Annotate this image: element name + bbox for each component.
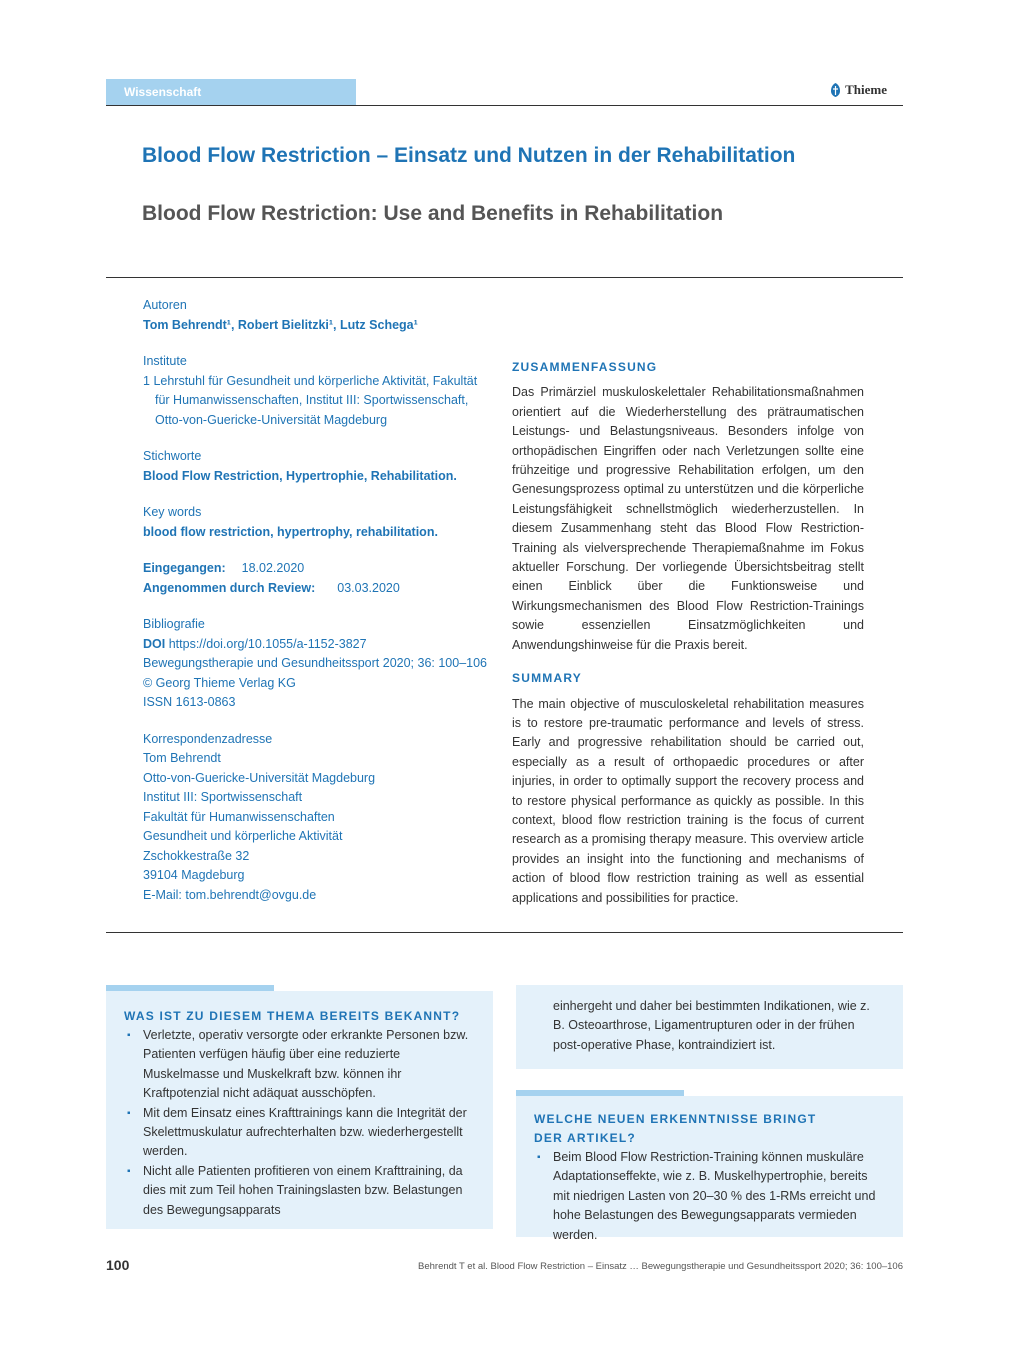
received-date: 18.02.2020 xyxy=(241,561,305,575)
keywords-de-block xyxy=(143,447,498,486)
accepted-row xyxy=(143,579,498,599)
footer-citation: Behrendt T et al. Blood Flow Restriction – Einsatz … Bewegungstherapie und Gesundheitssport 2020; 36: 100–106 xyxy=(418,1261,903,1272)
known-box-list xyxy=(124,1026,471,1220)
institute-line-2: für Humanwissenschaften, Institut III: Sportwissenschaft, xyxy=(155,393,469,407)
new-box-list xyxy=(534,1148,881,1245)
summary-text: The main objective of musculoskeletal rehabilitation measures is to restore pre-traumatic performance and levels of stress. Early and progressive rehabilitation should be carried out, especially as a result of orthopaedic procedures or after injuries, in order to optimally support the recovery process and to restore physical performance as quickly as possible. In this context, blood flow restriction training is the focus of current research as a promising therapy measure. This overview article provides an insight into the functioning and mechanisms of action of blood flow restriction training as well as essential applications and possibilities for practice. xyxy=(512,696,864,905)
summary-heading: SUMMARY xyxy=(512,671,582,686)
publisher-name: Thieme xyxy=(845,82,887,97)
institutes-label: Institute xyxy=(143,354,187,368)
corr-line: 39104 Magdeburg xyxy=(143,868,245,882)
accepted-date: 03.03.2020 xyxy=(337,580,400,595)
correspondence-block xyxy=(143,730,498,906)
corr-line: Otto-von-Guericke-Universität Magdeburg xyxy=(143,770,376,785)
institute-text-1: Lehrstuhl für Gesundheit und körperliche Aktivität, Fakultät xyxy=(153,373,478,388)
corr-line: Zschokkestraße 32 xyxy=(143,848,250,863)
copyright: © Georg Thieme Verlag KG xyxy=(143,675,296,690)
authors-block xyxy=(143,296,498,335)
corr-line: Tom Behrendt xyxy=(143,751,221,765)
authors-list: Tom Behrendt¹, Robert Bielitzki¹, Lutz Schega¹ xyxy=(143,317,418,332)
page-number: 100 xyxy=(106,1257,130,1273)
keywords-en-label: Key words xyxy=(143,505,202,519)
doi-label: DOI xyxy=(143,636,166,651)
received-row xyxy=(143,559,498,579)
article-metadata xyxy=(143,296,498,922)
corr-line: Institut III: Sportwissenschaft xyxy=(143,790,303,804)
keywords-en-block xyxy=(143,503,498,542)
dates-block xyxy=(143,559,498,598)
corr-email[interactable]: E-Mail: tom.behrendt@ovgu.de xyxy=(143,887,317,902)
title-english: Blood Flow Restriction: Use and Benefits in Rehabilitation xyxy=(142,202,724,225)
bibliography-block xyxy=(143,615,498,713)
title-german: Blood Flow Restriction – Einsatz und Nutzen in der Rehabilitation xyxy=(142,144,796,167)
institute-number: 1 xyxy=(143,373,150,388)
new-box xyxy=(516,1090,903,1242)
new-box-body xyxy=(516,1096,903,1242)
zusammenfassung-text: Das Primärziel muskuloskelettaler Rehabilitationsmaßnahmen orientiert auf die Wiederherstellung des prätraumatischen Leistungs- und Belastungsniveaus. Besonders infolge von orthopädischen Eingriffen oder nach Verletzungen sollte eine frühzeitige und progressive Rehabilitation erfolgen, um den Genesungsprozess optimal zu unterstützen und die körperliche Leistungsfähigkeit schnellstmöglich wiederherzustellen. In diesem Zusammenhang steht das Blood Flow Restriction-Training als vielversprechende Therapiemaßnahme im Fokus aktueller Forschung. Der vorliegende Übersichtsbeitrag stellt einen Einblick über die Funktionsweise und Wirkungsmechanismen des Blood Flow Restriction-Trainings sowie essenziellen Einsatzmöglichkeiten und Anwendungshinweise für die Praxis bereit. xyxy=(512,385,864,652)
section-tag: Wissenschaft xyxy=(106,79,356,105)
new-box-heading: WELCHE NEUEN ERKENNTNISSE BRINGT DER ARTIKEL? xyxy=(534,1112,817,1145)
known-box-heading: WAS IST ZU DIESEM THEMA BEREITS BEKANNT? xyxy=(124,1009,461,1023)
received-label: Eingegangen: xyxy=(143,561,226,575)
list-item: ▪ Verletzte, operativ versorgte oder erkrankte Personen bzw. Patienten verfügen häufig über eine reduzierte Muskelmasse und Muskelkraft bzw. können ihr Kraftpotenzial nicht adäquat ausschöpfen. xyxy=(124,1026,471,1104)
correspondence-label: Korrespondenzadresse xyxy=(143,731,273,746)
known-box-continuation-text: einhergeht und daher bei bestimmten Indikationen, wie z. B. Osteoarthrose, Ligamentrupturen oder in der frühen post-operative Phase, kontraindiziert ist. xyxy=(553,999,870,1052)
corr-line: Gesundheit und körperliche Aktivität xyxy=(143,829,343,843)
known-box-continuation xyxy=(516,985,903,1069)
corr-line: Fakultät für Humanwissenschaften xyxy=(143,809,335,824)
institute-line-3: Otto-von-Guericke-Universität Magdeburg xyxy=(155,412,388,427)
keywords-de: Blood Flow Restriction, Hypertrophie, Rehabilitation. xyxy=(143,468,457,483)
header-rule xyxy=(106,105,903,106)
institutes-block xyxy=(143,352,498,430)
list-item: ▪ Nicht alle Patienten profitieren von einem Krafttraining, da dies mit zum Teil hohen Trainingslasten bzw. Belastungen des Bewegungsapparats xyxy=(124,1162,471,1220)
authors-label: Autoren xyxy=(143,298,187,312)
list-item: ▪ Mit dem Einsatz eines Krafttrainings kann die Integrität der Skelettmuskulatur aufrechterhalten bzw. wiederhergestellt werden. xyxy=(124,1104,471,1162)
known-box-body xyxy=(106,991,493,1229)
title-rule xyxy=(106,277,903,278)
zusammenfassung-heading: ZUSAMMENFASSUNG xyxy=(512,360,658,374)
issn: ISSN 1613-0863 xyxy=(143,695,236,709)
abstract-rule xyxy=(106,932,903,933)
known-box xyxy=(106,985,493,1229)
doi-link[interactable]: https://doi.org/10.1055/a-1152-3827 xyxy=(168,636,367,651)
bibliography-label: Bibliografie xyxy=(143,617,205,631)
keywords-en: blood flow restriction, hypertrophy, rehabilitation. xyxy=(143,524,438,539)
publisher-logo xyxy=(830,82,887,98)
journal-citation: Bewegungstherapie und Gesundheitssport 2020; 36: 100–106 xyxy=(143,656,488,670)
accepted-label: Angenommen durch Review: xyxy=(143,580,316,595)
list-item: ▪ Beim Blood Flow Restriction-Training können muskuläre Adaptationseffekte, wie z. B. Muskelhypertrophie, bereits mit niedrigen Lasten von 20–30 % des 1-RMs erreicht und hohe Belastungen des Bewegungsapparats vermieden werden. xyxy=(534,1148,881,1245)
doi-row xyxy=(143,635,498,655)
keywords-de-label: Stichworte xyxy=(143,449,202,463)
thieme-logo-icon xyxy=(830,83,841,97)
institute-line-1 xyxy=(143,372,498,392)
abstract-column xyxy=(512,358,864,922)
